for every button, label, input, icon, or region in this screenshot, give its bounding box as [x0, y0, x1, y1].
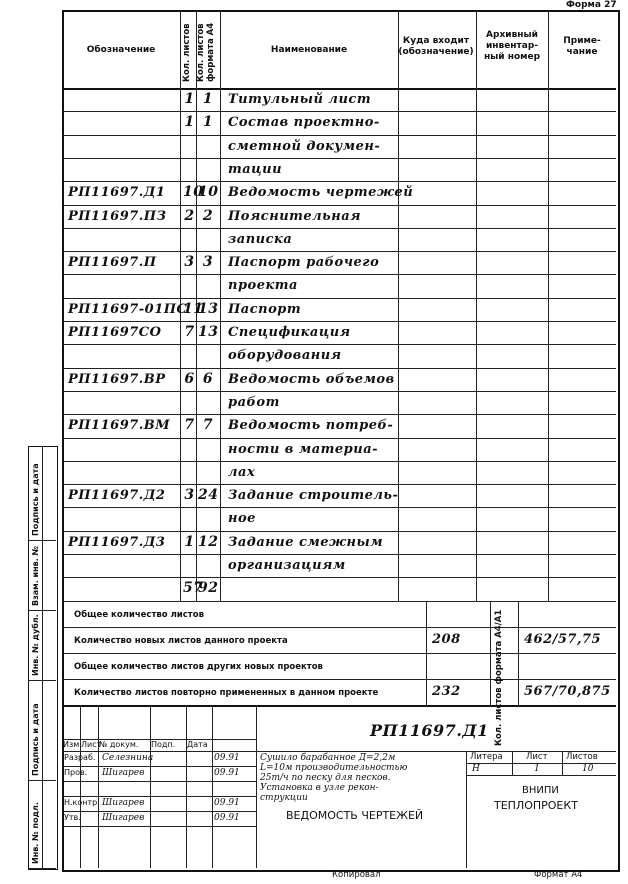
table-row	[62, 274, 616, 297]
tb-litera: Н	[472, 763, 480, 774]
tb-desc: Установка в узле рекон-	[260, 782, 379, 793]
tb-org1: ВНИПИ	[522, 784, 559, 796]
table-row	[62, 158, 616, 181]
tb-date: 09.91	[214, 767, 240, 778]
tb-date: 09.91	[214, 812, 240, 823]
summary-label: Общее количество листов	[74, 609, 204, 620]
tb-org2: ТЕПЛОПРОЕКТ	[494, 798, 578, 812]
row-name: Паспорт рабочего	[228, 255, 380, 271]
header-sheets-a4-text: Кол. листов формата А4	[196, 22, 216, 82]
row-name: работ	[228, 394, 280, 410]
margin-label: Инв. № подл.	[31, 802, 40, 864]
table-row	[62, 507, 616, 530]
summary-label: Количество листов повторно примененных в данном проекте	[74, 687, 379, 698]
row-sheets-count: 57	[183, 580, 204, 597]
tb-line	[62, 796, 256, 797]
margin-line	[28, 868, 56, 869]
table-row	[62, 391, 616, 414]
tb-col-head: Изм.	[63, 739, 82, 749]
margin-label: Подпись и дата	[31, 463, 40, 536]
tb-date: 09.91	[214, 797, 240, 808]
row-name: лах	[228, 464, 256, 480]
tb-col-line	[212, 705, 213, 868]
summary-line	[62, 653, 616, 654]
tb-lists-label: Листов	[566, 751, 598, 762]
row-sheets-count: 1	[184, 91, 195, 107]
row-name: Задание строитель-	[228, 488, 399, 504]
header-sheets-count: Кол. листов	[182, 23, 192, 82]
tb-litera-label: Литера	[470, 751, 503, 762]
row-sheets-a4: 24	[198, 487, 219, 504]
tb-line	[466, 763, 616, 764]
summary-value: 232	[432, 683, 461, 699]
row-name: организациям	[228, 558, 346, 573]
row-code: РП11697.ПЗ	[68, 208, 167, 224]
tb-col-head: Подп.	[151, 739, 176, 749]
row-name: сметной докумен-	[228, 138, 381, 154]
row-sheets-a4: 13	[198, 300, 219, 317]
margin-label: Взам. инв. №	[31, 545, 40, 606]
tb-role: Н.контр.	[64, 797, 100, 807]
tb-list-label: Лист	[526, 751, 548, 762]
row-sheets-a4: 3	[202, 254, 214, 271]
header-designation: Обозначение	[86, 45, 156, 55]
summary-label: Общее количество листов других новых проектов	[74, 661, 323, 672]
tb-col-line	[466, 751, 467, 868]
row-code: РП11697.ВМ	[68, 418, 171, 434]
header-sheets-a4	[196, 14, 216, 82]
tb-person: Шигарев	[102, 767, 145, 778]
tb-col-line	[186, 705, 187, 868]
row-code: РП11697.Д1	[68, 185, 166, 201]
tb-col-head: Дата	[187, 739, 208, 749]
row-sheets-count: 7	[184, 417, 195, 434]
table-row	[62, 577, 616, 600]
row-code: РП11697-01ПС	[68, 301, 188, 317]
row-sheets-a4: 6	[202, 370, 214, 387]
tb-col-line	[98, 705, 99, 868]
tb-line	[62, 811, 256, 812]
summary-a4: 462/57,75	[524, 631, 602, 647]
row-code: РП11697.П	[68, 255, 157, 271]
row-sheets-a4: 13	[198, 324, 219, 340]
row-sheets-count: 7	[184, 324, 195, 340]
row-sheets-count: 10	[183, 184, 204, 201]
row-code: РП11697.ВР	[68, 371, 166, 387]
row-code: РП11697СО	[68, 325, 162, 340]
tb-role: Утв.	[64, 812, 81, 822]
tb-desc: Сушило барабанное Д=2,2м	[260, 752, 396, 763]
row-sheets-a4: 12	[198, 533, 219, 550]
row-sheets-count: 3	[184, 254, 195, 271]
row-sheets-count: 2	[184, 207, 195, 224]
row-code: РП11697.Д2	[68, 488, 166, 504]
row-sheets-a4: 1	[202, 91, 214, 107]
row-sheets-a4: 10	[198, 184, 219, 201]
tb-person: Шигарев	[102, 812, 145, 823]
summary-col-line	[518, 601, 519, 705]
row-name: ности в материа-	[228, 441, 379, 457]
summary-line	[62, 627, 616, 628]
row-name: Титульный лист	[228, 92, 372, 107]
row-name: тации	[228, 161, 283, 177]
table-row	[62, 228, 616, 251]
tb-role: Разраб.	[64, 752, 96, 762]
row-sheets-count: 11	[183, 300, 204, 317]
tb-person: Селезнина	[102, 752, 154, 763]
row-sheets-count: 1	[184, 114, 195, 131]
footer-copy: Копировал	[332, 870, 381, 880]
row-sheets-count: 3	[184, 487, 195, 504]
margin-label: Подпись и дата	[31, 703, 40, 776]
row-sheets-a4: 92	[198, 580, 219, 597]
tb-col-line	[150, 705, 151, 868]
summary-col-line	[490, 601, 491, 705]
row-sheets-count: 1	[184, 533, 195, 550]
row-name: Состав проектно-	[228, 115, 380, 131]
tb-lists: 10	[582, 763, 594, 774]
row-sheets-a4: 2	[202, 207, 214, 224]
tb-person: Шигарев	[102, 797, 145, 808]
form-label: Форма 27	[566, 0, 617, 10]
row-name: Задание смежным	[228, 534, 384, 550]
tb-line	[62, 826, 256, 827]
tb-list: 1	[534, 763, 540, 774]
summary-line	[62, 679, 616, 680]
tb-col-line	[80, 705, 81, 868]
row-name: Спецификация	[228, 325, 351, 340]
tb-col-head: № докум.	[99, 739, 139, 749]
tb-top-line	[62, 705, 616, 707]
row-name: ное	[228, 511, 256, 527]
row-name: Ведомость объемов	[228, 371, 395, 387]
tb-line	[62, 781, 256, 782]
tb-line	[466, 775, 616, 776]
summary-a4: 567/70,875	[524, 683, 611, 699]
table-row-line	[62, 601, 616, 602]
row-name: Паспорт	[228, 301, 302, 317]
row-sheets-a4: 1	[202, 114, 214, 131]
summary-value: 208	[432, 631, 461, 647]
margin-inner-line	[42, 446, 43, 868]
row-name: записка	[228, 231, 293, 247]
row-sheets-a4: 7	[202, 417, 214, 434]
tb-line	[62, 766, 256, 767]
summary-side-label: Кол. листов формата А4/А1	[494, 609, 504, 746]
row-code: РП11697.Д3	[68, 534, 166, 550]
summary-col-line	[426, 601, 427, 705]
tb-sheet-title: ВЕДОМОСТЬ ЧЕРТЕЖЕЙ	[286, 808, 424, 822]
header-name: Наименование	[270, 45, 348, 55]
row-name: проекта	[228, 278, 298, 294]
row-name: Ведомость потреб-	[228, 418, 394, 434]
header-where-used: Куда входит (обозначение)	[398, 36, 474, 57]
summary-label: Количество новых листов данного проекта	[74, 635, 288, 646]
tb-col-head: Лист	[81, 739, 102, 749]
row-name: оборудования	[228, 348, 342, 364]
footer-format: Формат А4	[534, 870, 583, 880]
tb-col-line	[256, 705, 257, 868]
header-note: Приме-чание	[563, 36, 601, 57]
row-name: Ведомость чертежей	[228, 185, 414, 201]
tb-desc: струкции	[260, 792, 308, 803]
tb-date: 09.91	[214, 752, 240, 763]
tb-desc: 25т/ч по песку для песков.	[260, 772, 391, 783]
tb-desc: L=10м производительностью	[260, 762, 408, 773]
tb-role: Пров.	[64, 767, 88, 777]
row-name: Пояснительная	[228, 208, 362, 224]
table-row	[62, 461, 616, 484]
row-sheets-count: 6	[184, 370, 195, 387]
header-archive-no: Архивный инвентар-ный номер	[483, 30, 541, 62]
tb-doc-code: РП11697.Д1	[370, 720, 489, 740]
margin-label: Инв. № дубл.	[31, 614, 40, 676]
